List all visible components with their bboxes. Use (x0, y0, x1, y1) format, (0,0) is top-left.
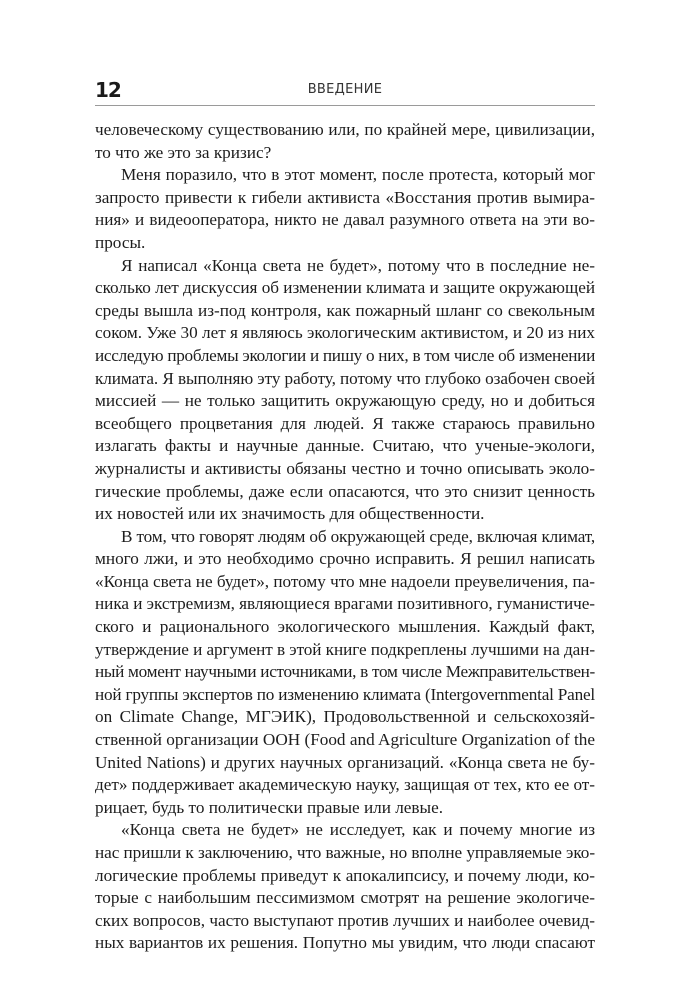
paragraph-first-line: «Конца света не будет» не исследует, как и почему многие из (121, 820, 595, 840)
text-line: их новостей или их значимость для общественности. (95, 504, 485, 524)
text-line: утверждение и аргумент в этой книге подкреплены лучшими на дан- (95, 639, 595, 659)
header-rule (95, 105, 595, 106)
text-line: ственной организации ООН (Food and Agriculture Organization of the (95, 730, 595, 750)
text-line: соком. Уже 30 лет я являюсь экологическим активистом, и 20 из них (95, 323, 595, 343)
text-line: нас пришли к заключению, что важные, но вполне управляемые эко- (95, 843, 595, 862)
running-head: ВВЕДЕНИЕ (307, 82, 383, 97)
text-line: много лжи, и это необходимо срочно исправить. Я решил написать (95, 549, 595, 569)
text-line: миссией — не только защитить окружающую среду, но и добиться (95, 391, 595, 411)
text-line: «Конца света не будет», потому что мне надоели преувеличения, па- (95, 571, 595, 591)
text-line: излагать факты и научные данные. Считаю, что ученые-экологи, (95, 436, 595, 456)
text-line: то что же это за кризис? (95, 142, 272, 162)
text-line: ных вариантов их решения. Попутно мы увидим, что люди спасают (95, 933, 595, 953)
text-line: ния» и видеооператора, никто не давал разумного ответа на эти во- (95, 210, 595, 230)
text-line: климата. Я выполняю эту работу, потому что глубоко озабочен своей (95, 368, 595, 388)
text-line: гические проблемы, даже если опасаются, что это снизит ценность (95, 481, 595, 501)
text-line: ника и экстремизм, являющиеся врагами позитивного, гуманистиче- (95, 594, 595, 614)
text-line: журналисты и активисты обязаны честно и точно описывать эколо- (95, 458, 595, 478)
paragraph-first-line: Я написал «Конца света не будет», потому что в последние не- (121, 255, 595, 275)
text-line: on Climate Change, МГЭИК), Продовольственной и сельскохозяй- (95, 707, 595, 727)
text-line: United Nations) и других научных организаций. «Конца света не бу- (95, 752, 595, 772)
text-line: ный момент научными источниками, в том числе Межправительствен- (95, 662, 595, 682)
text-line: ского и рационального экологического мышления. Каждый факт, (95, 617, 595, 637)
text-line: ной группы экспертов по изменению климата (Intergovernmental Panel (95, 684, 595, 704)
text-line: запросто привести к гибели активиста «Восстания против вымира- (95, 187, 595, 207)
text-line: дет» поддерживает академическую науку, защищая от тех, кто ее от- (95, 775, 595, 795)
text-line: логические проблемы приведут к апокалипсису, и почему люди, ко- (95, 865, 595, 885)
page-header (95, 76, 595, 106)
text-line: исследую проблемы экологии и пишу о них, в том числе об изменении (95, 345, 595, 365)
text-line: среды вышла из-под контроля, как пожарный шланг со свекольным (95, 300, 595, 320)
text-line: торые с наибольшим пессимизмом смотрят на решение экологиче- (95, 888, 595, 908)
text-line: человеческому существованию или, по крайней мере, цивилизации, (95, 120, 595, 139)
paragraph-first-line: В том, что говорят людям об окружающей среде, включая климат, (121, 526, 595, 546)
text-line: просы. (95, 232, 146, 252)
text-line: сколько лет дискуссия об изменении климата и защите окружающей (95, 278, 595, 298)
body-text (95, 119, 595, 955)
paragraph-first-line: Меня поразило, что в этот момент, после протеста, который мог (121, 165, 595, 185)
text-line: рицает, будь то политически правые или левые. (95, 797, 444, 817)
page-number: 12 (95, 78, 121, 102)
text-line: всеобщего процветания для людей. Я также стараюсь правильно (95, 413, 595, 433)
text-line: ских вопросов, часто выступают против лучших и наиболее очевид- (95, 910, 595, 930)
